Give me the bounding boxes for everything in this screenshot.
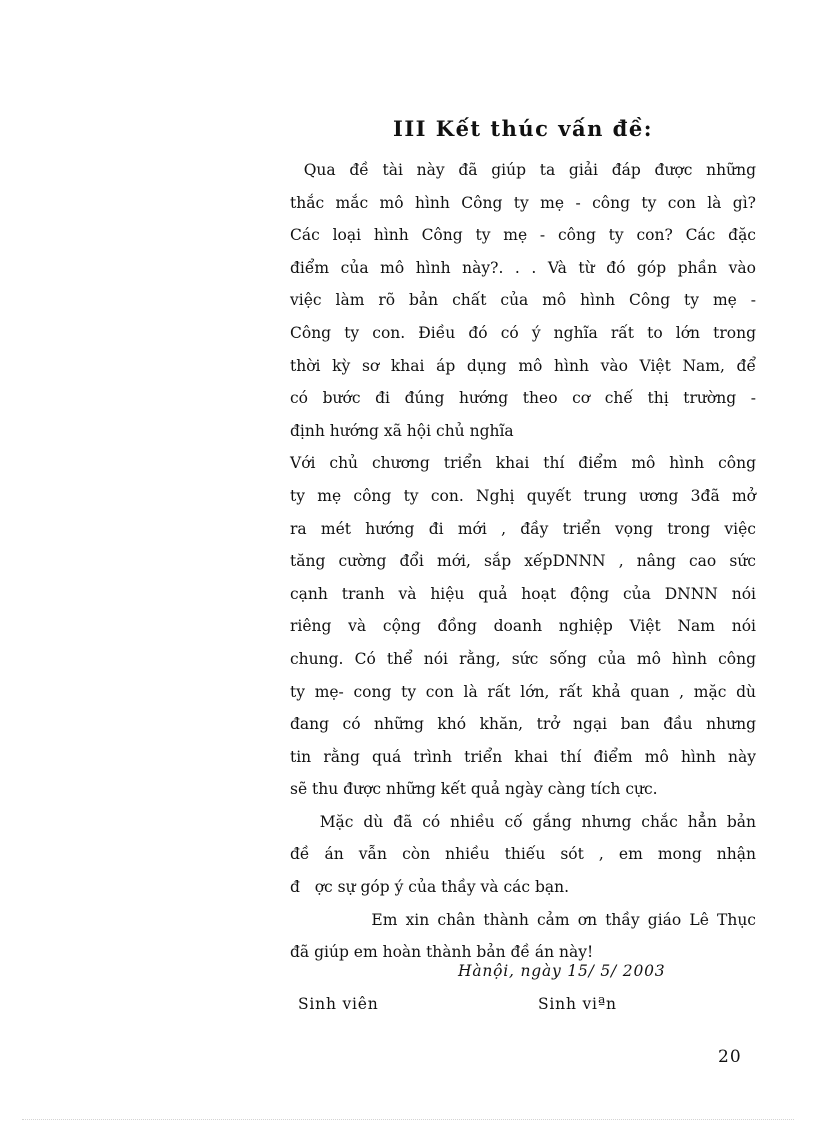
text-line: sẽ thu được những kết quả ngày càng tích cực. bbox=[290, 780, 658, 799]
text-line: đang có những khó khăn, trở ngại ban đầu nhưng bbox=[290, 715, 756, 734]
text-line: Với chủ chương triển khai thí điểm mô hình công bbox=[290, 454, 756, 473]
text-line: thắc mắc mô hình Công ty mẹ - công ty con là gì? bbox=[290, 193, 756, 212]
page-bottom-divider bbox=[22, 1119, 794, 1120]
text-line: ra mét hướng đi mới , đầy triển vọng trong việc bbox=[290, 519, 756, 538]
text-line: đã giúp em hoàn thành bản đề án này! bbox=[290, 943, 594, 962]
text-line: thời kỳ sơ khai áp dụng mô hình vào Việt Nam, để bbox=[290, 356, 756, 375]
body-text bbox=[290, 154, 756, 969]
text-line: có bước đi đúng hướng theo cơ chế thị trường - bbox=[290, 389, 756, 408]
text-line: Các loại hình Công ty mẹ - công ty con? Các đặc bbox=[290, 226, 756, 245]
text-line: chung. Có thể nói rằng, sức sống của mô hình công bbox=[290, 649, 756, 668]
text-line: Mặc dù đã có nhiều cố gắng nhưng chắc hẳn bản bbox=[290, 812, 756, 831]
text-line: đ ợc sự góp ý của thầy và các bạn. bbox=[290, 878, 570, 897]
text-line: tin rằng quá trình triển khai thí điểm mô hình này bbox=[290, 747, 756, 766]
text-line: điểm của mô hình này?. . . Và từ đó góp phần vào bbox=[290, 258, 756, 277]
signing-date: Hànội, ngày 15/ 5/ 2003 bbox=[458, 962, 666, 980]
signature-label-left: Sinh viên bbox=[298, 995, 379, 1013]
text-line: Công ty con. Điều đó có ý nghĩa rất to lớn trong bbox=[290, 323, 756, 342]
text-line: cạnh tranh và hiệu quả hoạt động của DNNN nói bbox=[290, 584, 756, 603]
text-line: việc làm rõ bản chất của mô hình Công ty mẹ - bbox=[290, 291, 756, 310]
text-line: định hướng xã hội chủ nghĩa bbox=[290, 421, 514, 440]
signature-label-right: Sinh viªn bbox=[538, 995, 617, 1013]
text-line: ty mẹ công ty con. Nghị quyết trung ương 3đã mở bbox=[290, 486, 756, 505]
text-line: Em xin chân thành cảm ơn thầy giáo Lê Thục bbox=[290, 910, 756, 929]
text-line: đề án vẫn còn nhiều thiếu sót , em mong nhận bbox=[290, 845, 756, 864]
page-number: 20 bbox=[718, 1047, 742, 1067]
text-line: ty mẹ- cong ty con là rất lớn, rất khả quan , mặc dù bbox=[290, 682, 756, 701]
text-line: tăng cường đổi mới, sắp xếpDNNN , nâng cao sức bbox=[290, 552, 756, 571]
text-line: riêng và cộng đồng doanh nghiệp Việt Nam nói bbox=[290, 617, 756, 636]
section-heading: III Kết thúc vấn đề: bbox=[393, 116, 653, 141]
text-line: Qua đề tài này đã giúp ta giải đáp được những bbox=[290, 161, 756, 179]
